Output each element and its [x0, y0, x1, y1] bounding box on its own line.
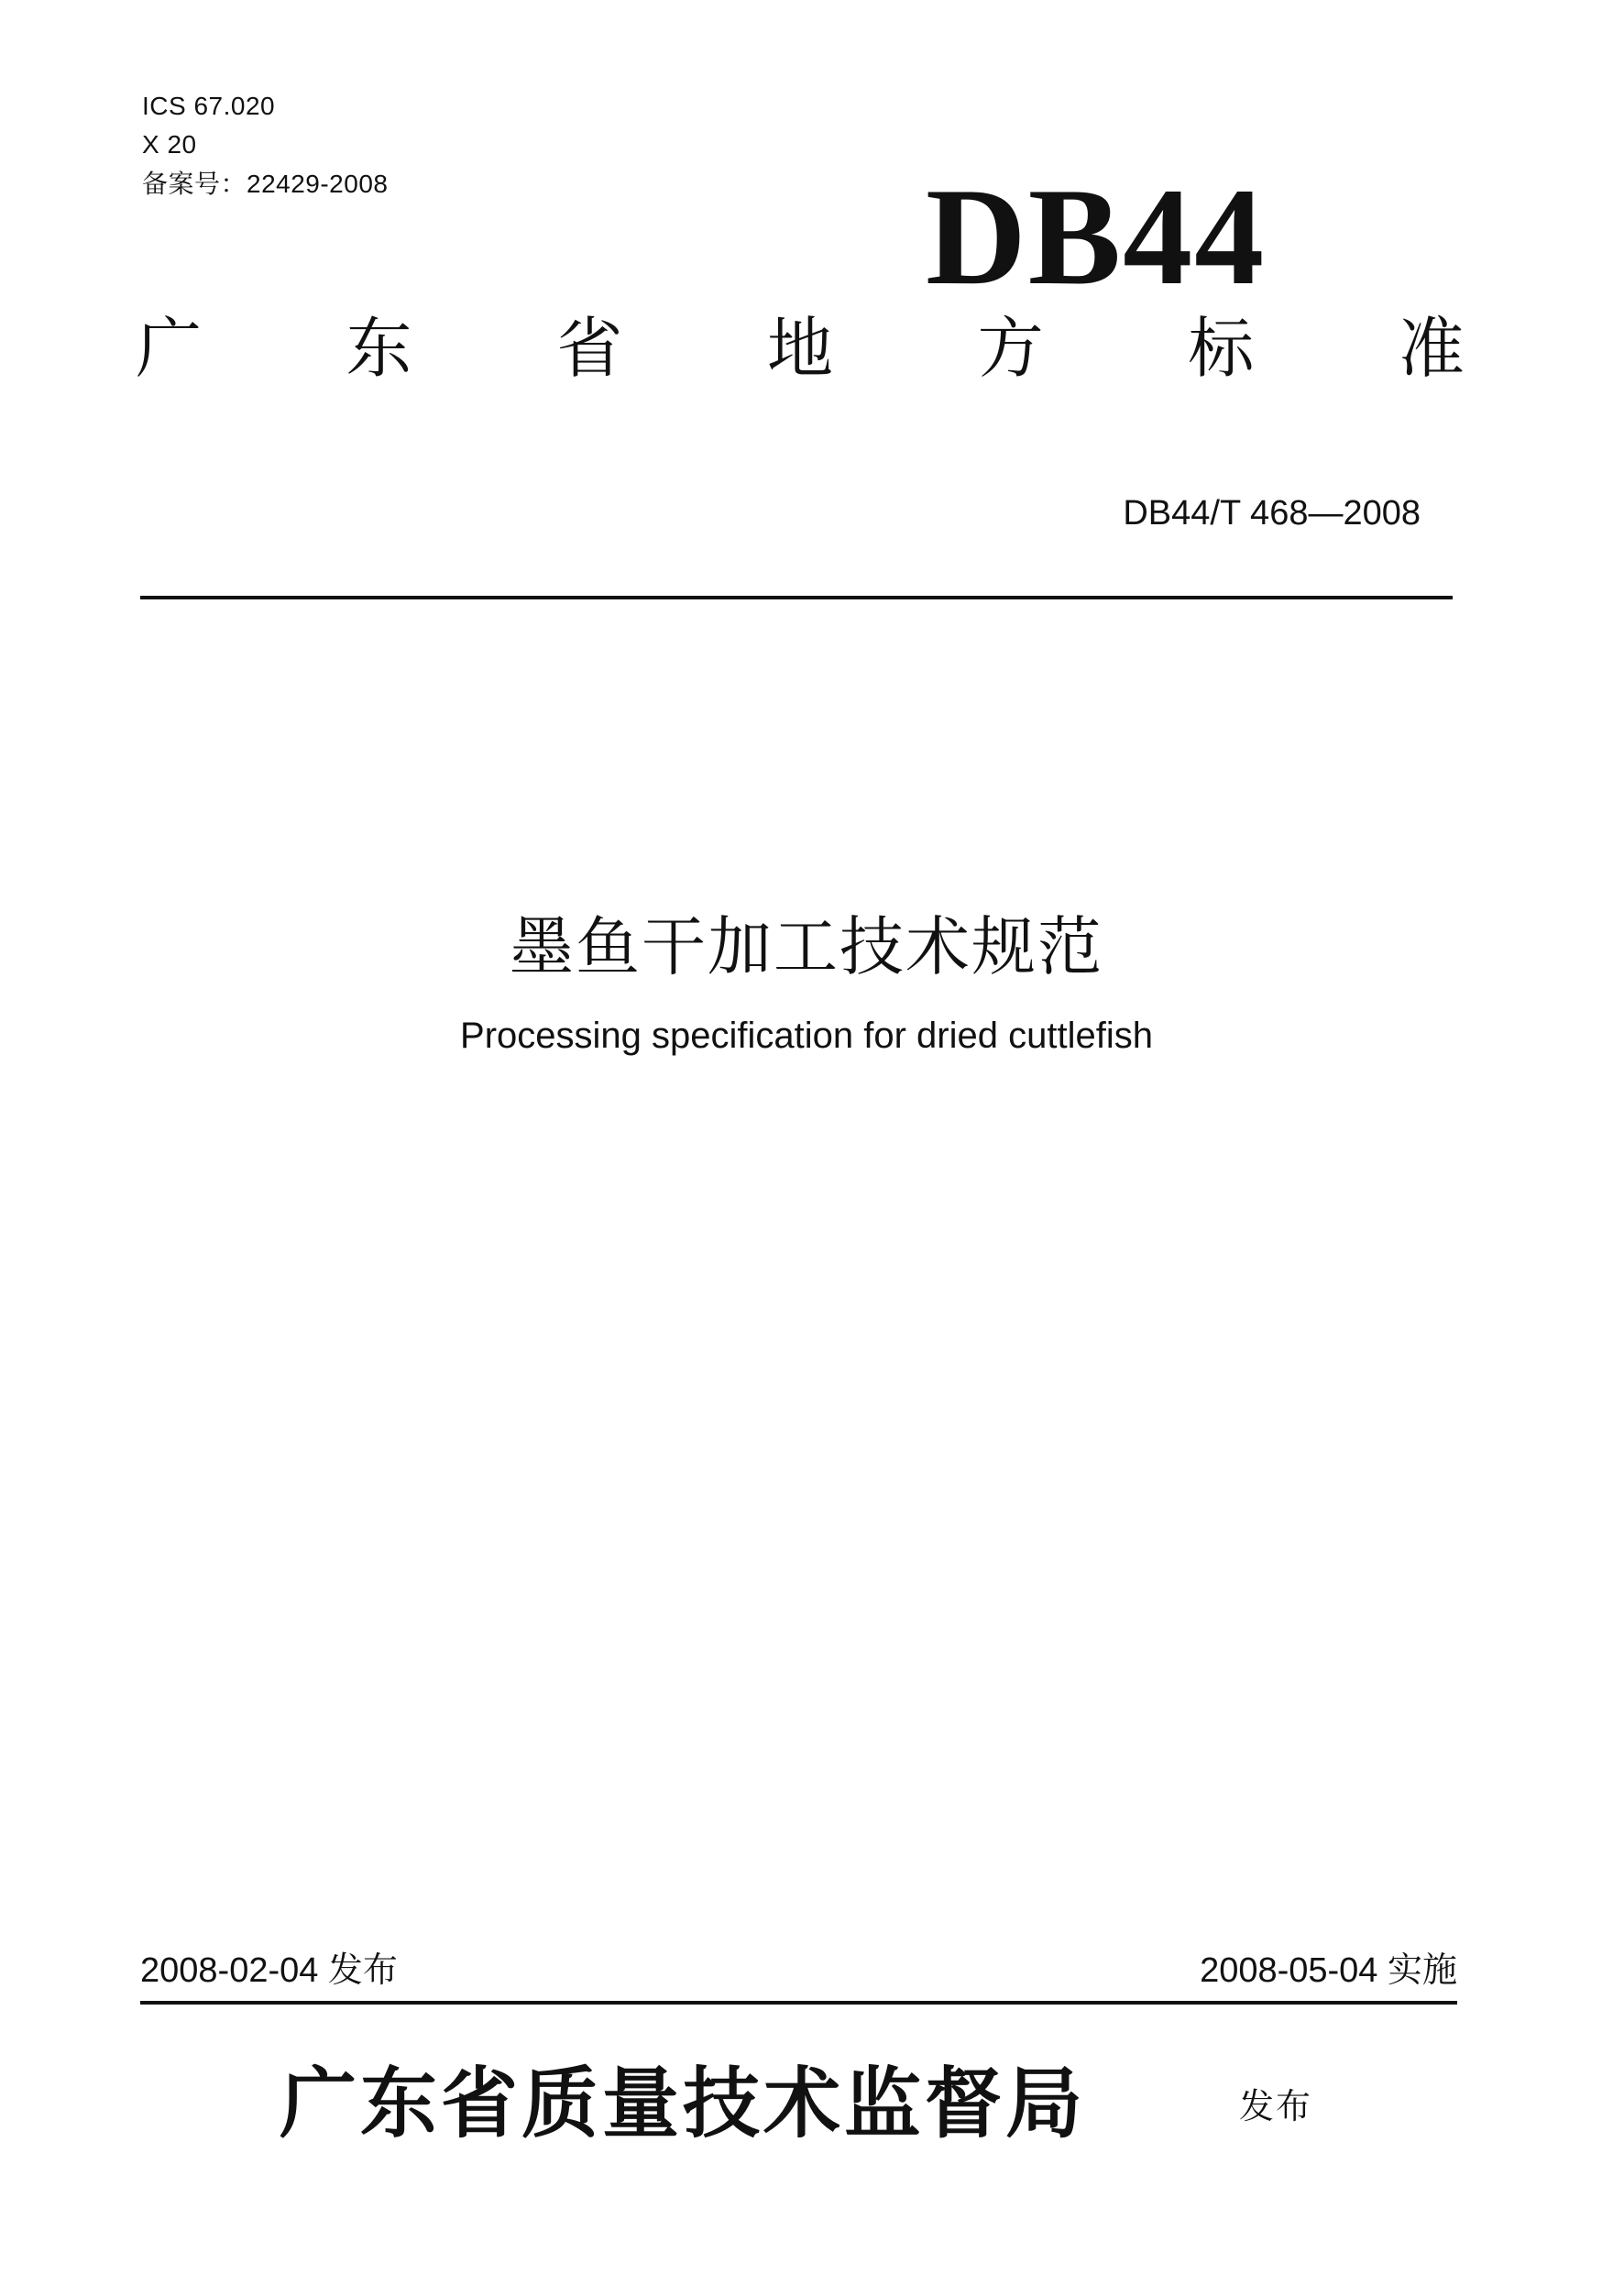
classification-code: X 20 [142, 130, 197, 159]
standard-type-char: 东 [346, 310, 412, 387]
issue-date: 2008-02-04 发布 [140, 1951, 398, 1990]
standard-type-char: 地 [766, 310, 833, 387]
standard-type-char: 省 [556, 310, 623, 387]
top-divider [140, 596, 1453, 599]
bottom-divider [140, 2001, 1457, 2005]
implementation-date: 2008-05-04 实施 [1200, 1951, 1457, 1990]
document-title-english: Processing specification for dried cuttlefish [460, 1016, 1153, 1056]
standard-number: DB44/T 468—2008 [1123, 494, 1421, 533]
ics-code: ICS 67.020 [142, 92, 276, 120]
standard-type-char: 广 [136, 310, 203, 387]
standard-code-logo: DB44 [926, 159, 1267, 313]
document-title-chinese: 墨鱼干加工技术规范 [510, 909, 1103, 984]
standard-type-char: 标 [1188, 310, 1255, 387]
standard-type-char: 准 [1398, 310, 1465, 387]
issuing-authority: 广东省质量技术监督局 [280, 2058, 1087, 2148]
standard-type-heading [136, 307, 1465, 390]
issuing-label: 发布 [1239, 2086, 1313, 2126]
standard-type-char: 方 [977, 310, 1044, 387]
filing-number: 备案号：22429-2008 [142, 170, 389, 198]
